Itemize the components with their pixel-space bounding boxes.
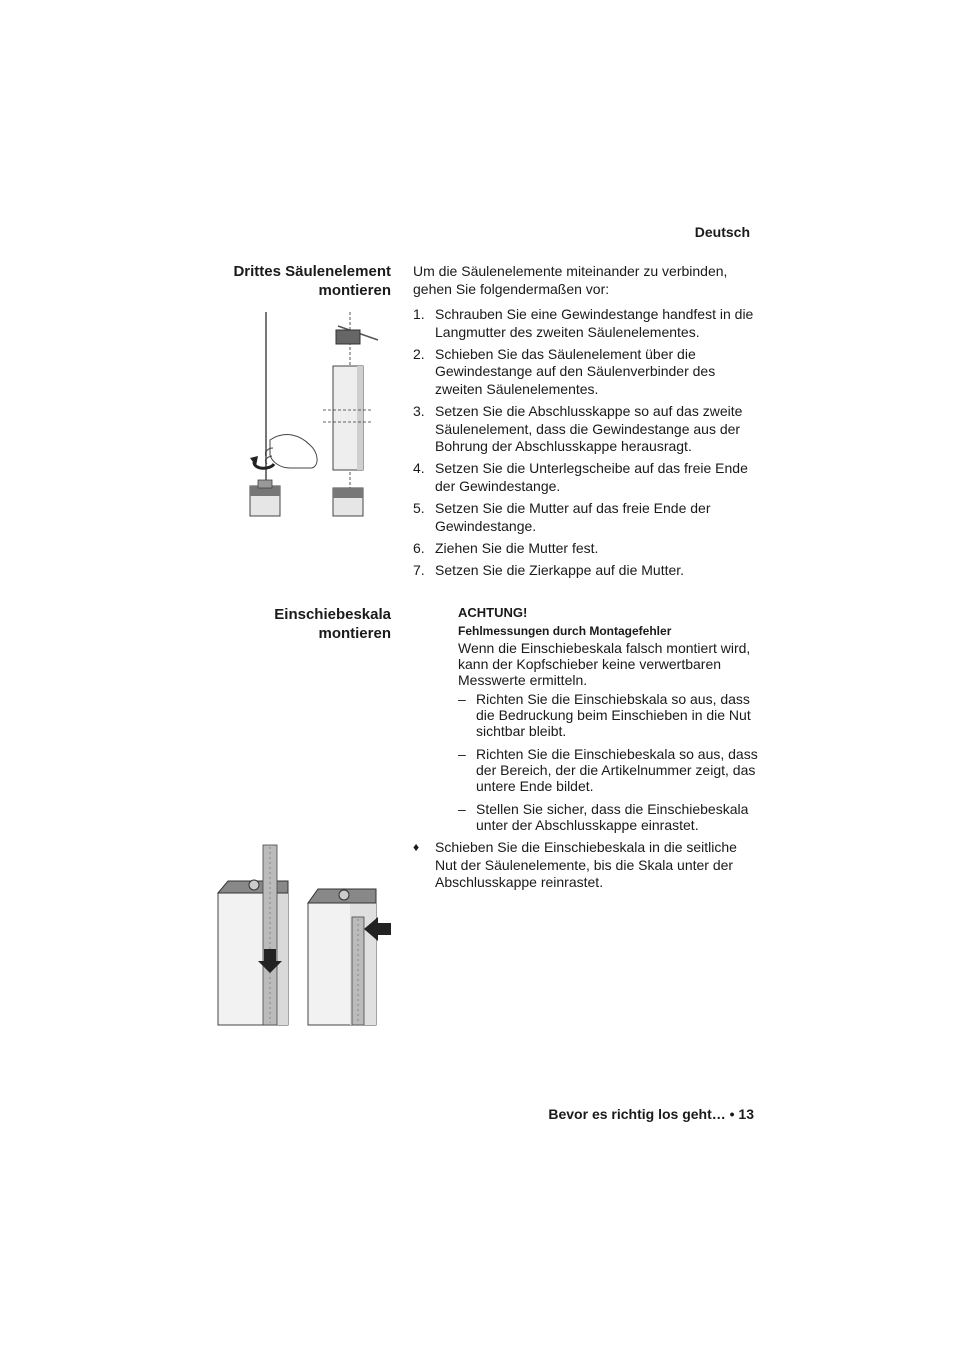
list-item [413,306,758,341]
list-item [413,346,758,399]
list-item [458,801,758,833]
step-text: Ziehen Sie die Mutter fest. [435,539,599,556]
list-item-text: Richten Sie die Einschiebskala so aus, dass die Bedruckung beim Einschieben in die Nut sichtbar bleibt. [476,691,751,739]
step-number: 2. [413,345,425,362]
list-item-text: Stellen Sie sicher, dass die Einschiebeskala unter der Abschlusskappe einrastet. [476,801,749,833]
language-label: Deutsch [694,224,750,240]
dash-marker: – [458,801,466,817]
step-text: Setzen Sie die Abschlusskappe so auf das zweite Säulenelement, dass die Gewindestange aus der Bohrung der Abschlusskappe herausragt. [435,402,743,455]
dash-marker: – [458,746,466,762]
step-number: 7. [413,561,425,578]
intro-text: Um die Säulenelemente miteinander zu verbinden, gehen Sie folgendermaßen vor: [413,263,728,297]
warning-list [458,691,758,840]
step-text: Setzen Sie die Unterlegscheibe auf das freie Ende der Gewindestange. [435,460,748,494]
list-item [413,403,758,456]
column-assembly-illustration [240,310,380,520]
warning-subtitle: Fehlmessungen durch Montagefehler [458,624,672,638]
instruction-bullet [413,839,758,892]
step-number: 3. [413,402,425,419]
step-number: 1. [413,306,425,322]
section-title-line: Drittes Säulenelement [233,263,391,280]
section-title-line: Einschiebeskala [274,606,391,623]
list-item [413,540,758,558]
step-text: Schrauben Sie eine Gewindestange handfest in die Langmutter des zweiten Säulenelementes. [435,306,754,340]
bullet-text: Schieben Sie die Einschiebeskala in die seitliche Nut der Säulenelemente, bis die Skala unter der Abschlusskappe reinrastet. [435,839,737,891]
step-number: 4. [413,460,425,477]
list-item-text: Richten Sie die Einschiebeskala so aus, dass der Bereich, der die Artikelnummer zeigt, das untere Ende bildet. [476,746,758,794]
section-title-third-column [191,262,391,300]
scale-insertion-illustration [216,843,394,1027]
section-title-line: montieren [318,625,391,642]
step-number: 6. [413,539,425,556]
step-text: Setzen Sie die Zierkappe auf die Mutter. [435,561,685,578]
warning-body: Wenn die Einschiebeskala falsch montiert wird, kann der Kopfschieber keine verwertbaren Messwerte ermitteln. [458,640,751,689]
steps-list [413,306,758,584]
diamond-bullet-icon: ♦ [413,840,420,854]
dash-marker: – [458,691,466,707]
list-item [413,562,758,580]
section-title-line: montieren [318,282,391,299]
list-item [413,500,758,535]
step-text: Setzen Sie die Mutter auf das freie Ende der Gewindestange. [435,499,711,534]
list-item [413,460,758,495]
step-text: Schieben Sie das Säulenelement über die Gewindestange auf den Säulenverbinder des zweiten Säulenelementes. [435,345,716,397]
warning-title: ACHTUNG! [458,605,528,620]
page-footer: Bevor es richtig los geht… • 13 [548,1106,754,1122]
list-item [458,691,758,739]
list-item [458,746,758,794]
section-title-scale [191,605,391,643]
step-number: 5. [413,499,425,516]
